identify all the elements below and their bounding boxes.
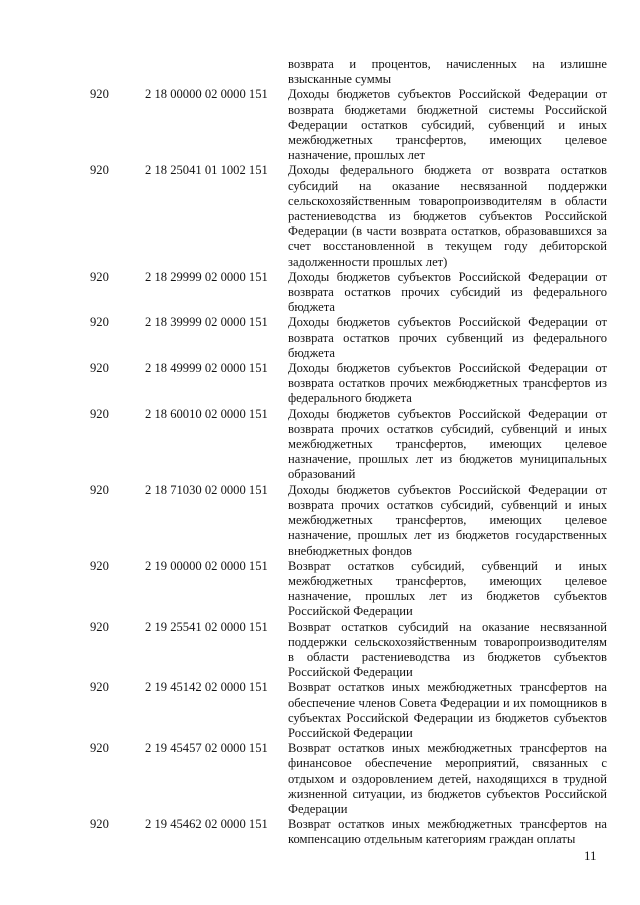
table-row [0, 361, 640, 407]
admin-code: 920 [90, 817, 109, 832]
table-row [0, 163, 640, 269]
continuation-row [0, 57, 640, 87]
row-description: Доходы бюджетов субъектов Российской Федерации от возврата прочих остатков субсидий, субвенций и иных межбюджетных трансфертов, имеющих целевое назначение, прошлых лет из бюджетов государственных внебюджетных фондов [288, 482, 607, 558]
admin-code: 920 [90, 87, 109, 102]
kbk-code: 2 18 71030 02 0000 151 [145, 482, 268, 497]
admin-code: 920 [90, 163, 109, 178]
row-description: Доходы бюджетов субъектов Российской Федерации от возврата прочих остатков субсидий, субвенций и иных межбюджетных трансфертов, имеющих целевое назначение, прошлых лет из бюджетов муниципальных образований [288, 406, 607, 482]
admin-code: 920 [90, 361, 109, 376]
admin-code: 920 [90, 680, 109, 695]
table-row [0, 817, 640, 847]
row-description: Доходы бюджетов субъектов Российской Федерации от возврата бюджетами бюджетной системы Российской Федерации остатков субсидий, субвенций и иных межбюджетных трансфертов, имеющих целевое назначение, прошлых лет [288, 87, 607, 163]
row-description: возврата и процентов, начисленных на излишне взысканные суммы [288, 57, 607, 87]
row-description: Возврат остатков субсидий на оказание несвязанной поддержки сельскохозяйственным товаропроизводителям в области растениеводства из бюджетов субъектов Российской Федерации [288, 619, 607, 680]
kbk-code: 2 19 45457 02 0000 151 [145, 741, 268, 756]
table-row [0, 87, 640, 163]
table-row [0, 680, 640, 741]
table-row [0, 741, 640, 817]
admin-code: 920 [90, 619, 109, 634]
kbk-code: 2 19 45462 02 0000 151 [145, 817, 268, 832]
row-description: Возврат остатков иных межбюджетных трансфертов на компенсацию отдельным категориям граждан оплаты [288, 817, 607, 847]
row-description: Возврат остатков субсидий, субвенций и иных межбюджетных трансфертов, имеющих целевое назначение, прошлых лет из бюджетов субъектов Российской Федерации [288, 558, 607, 619]
admin-code: 920 [90, 558, 109, 573]
kbk-code: 2 18 00000 02 0000 151 [145, 87, 268, 102]
table-row [0, 270, 640, 316]
table-row [0, 483, 640, 559]
admin-code: 920 [90, 406, 109, 421]
row-description: Доходы федерального бюджета от возврата остатков субсидий на оказание несвязанной поддержки сельскохозяйственным товаропроизводителям в области растениеводства из бюджетов субъектов Российской Федерации (в части возврата остатков, образовавшихся за счет восстановленной в текущем году дебиторской задолженности прошлых лет) [288, 163, 607, 269]
row-description: Доходы бюджетов субъектов Российской Федерации от возврата остатков прочих межбюджетных трансфертов из федерального бюджета [288, 361, 607, 406]
kbk-code: 2 19 25541 02 0000 151 [145, 619, 268, 634]
table-row [0, 315, 640, 361]
row-description: Доходы бюджетов субъектов Российской Федерации от возврата остатков прочих субсидий из федерального бюджета [288, 269, 607, 315]
kbk-code: 2 19 45142 02 0000 151 [145, 680, 268, 695]
kbk-code: 2 18 60010 02 0000 151 [145, 406, 268, 421]
kbk-code: 2 19 00000 02 0000 151 [145, 558, 268, 573]
admin-code: 920 [90, 741, 109, 756]
page-number: 11 [584, 848, 597, 863]
table-row [0, 620, 640, 681]
table-rows [0, 87, 640, 847]
revenue-code-table [0, 57, 640, 848]
row-description: Возврат остатков иных межбюджетных трансфертов на обеспечение членов Совета Федерации и их помощников в субъектах Российской Федерации из бюджетов субъектов Российской Федерации [288, 680, 607, 740]
kbk-code: 2 18 39999 02 0000 151 [145, 315, 268, 330]
kbk-code: 2 18 29999 02 0000 151 [145, 269, 268, 284]
admin-code: 920 [90, 269, 109, 284]
admin-code: 920 [90, 482, 109, 497]
row-description: Доходы бюджетов субъектов Российской Федерации от возврата остатков прочих субвенций из федерального бюджета [288, 315, 607, 360]
admin-code: 920 [90, 315, 109, 330]
row-description: Возврат остатков иных межбюджетных трансфертов на финансовое обеспечение мероприятий, связанных с отдыхом и оздоровлением детей, находящихся в трудной жизненной ситуации, из бюджетов субъектов Российской Федерации [288, 741, 607, 816]
table-row [0, 559, 640, 620]
kbk-code: 2 18 25041 01 1002 151 [145, 163, 268, 178]
table-row [0, 407, 640, 483]
kbk-code: 2 18 49999 02 0000 151 [145, 361, 268, 376]
